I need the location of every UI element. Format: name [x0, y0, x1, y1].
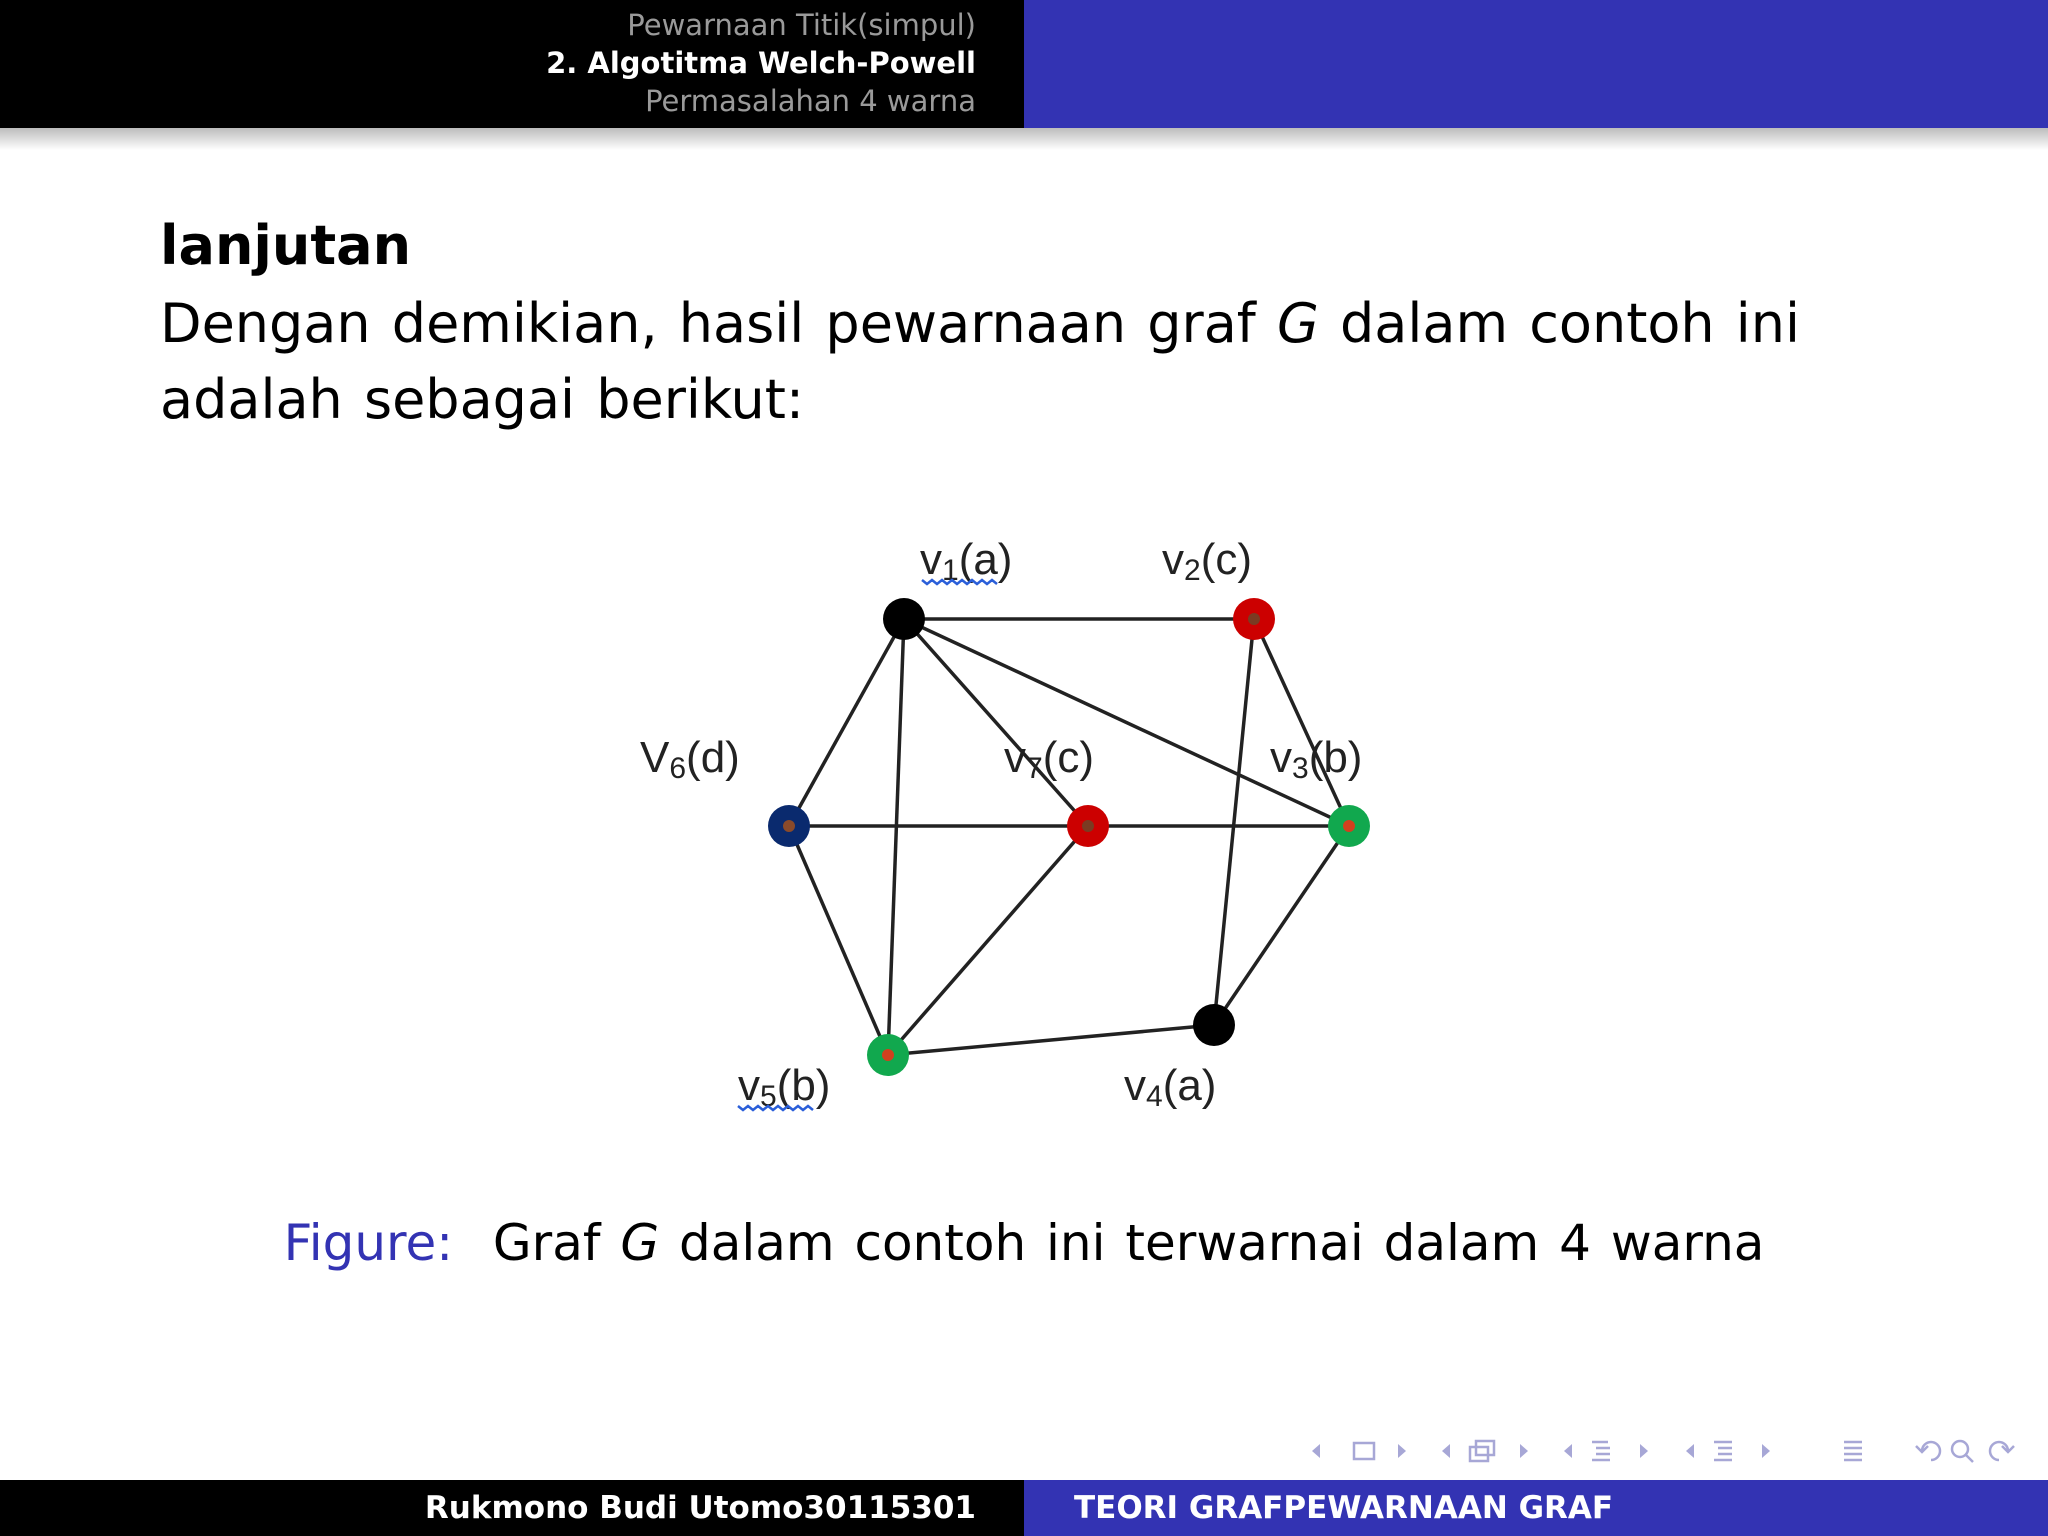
nav-section-controls[interactable]	[1564, 1442, 1648, 1460]
nav-prev-section-icon	[1564, 1444, 1572, 1458]
header-section-1[interactable]: Pewarnaan Titik(simpul)	[627, 8, 976, 42]
edge-v6-v5	[789, 826, 888, 1055]
edge-v2-v4	[1214, 619, 1254, 1025]
vertex-v3-center	[1343, 820, 1355, 832]
caption-text-var: G	[620, 1214, 660, 1272]
header-section-3[interactable]: Permasalahan 4 warna	[645, 84, 976, 118]
edge-v1-v6	[789, 619, 904, 826]
vertex-label-v1: v1(a)	[920, 535, 1013, 587]
caption-text-part1: Graf	[492, 1214, 621, 1272]
nav-next-subsection-icon	[1520, 1444, 1528, 1458]
nav-next-frame-icon	[1398, 1444, 1406, 1458]
vertex-label-v7: v7(c)	[1004, 733, 1094, 785]
caption-label: Figure:	[283, 1214, 454, 1272]
graph-vertices	[768, 598, 1370, 1076]
vertex-v7-center	[1082, 820, 1094, 832]
nav-prev-document-icon	[1686, 1444, 1694, 1458]
body-text-var: G	[1276, 292, 1319, 355]
footer-author: Rukmono Budi Utomo30115301	[0, 1480, 1024, 1536]
edge-v1-v3	[904, 619, 1349, 826]
nav-frame-controls[interactable]	[1312, 1443, 1406, 1459]
vertex-v5-center	[882, 1049, 894, 1061]
nav-search-icon	[1952, 1441, 1968, 1457]
caption-text-part2: dalam contoh ini terwarnai dalam 4 warna	[659, 1214, 1765, 1272]
nav-search-controls[interactable]	[1916, 1441, 2014, 1462]
nav-next-document-icon	[1762, 1444, 1770, 1458]
edge-v7-v5	[888, 826, 1088, 1055]
nav-frame-icon	[1354, 1443, 1374, 1459]
header-section-2-current[interactable]: 2. Algotitma Welch-Powell	[546, 46, 976, 80]
figure-caption	[0, 1214, 2048, 1272]
graph-edges	[789, 619, 1349, 1055]
footer-title: TEORI GRAFPEWARNAAN GRAF	[1024, 1480, 2048, 1536]
body-text-part1: Dengan demikian, hasil pewarnaan graf	[160, 292, 1277, 355]
nav-prev-frame-icon	[1312, 1444, 1320, 1458]
edge-v3-v4	[1214, 826, 1349, 1025]
vertex-label-v5: v5(b)	[738, 1061, 831, 1113]
vertex-v4	[1193, 1004, 1235, 1046]
edge-v5-v4	[888, 1025, 1214, 1055]
vertex-label-v6: V6(d)	[640, 733, 740, 785]
beamer-navigation	[1300, 1430, 2040, 1470]
vertex-label-v3: v3(b)	[1270, 733, 1363, 785]
edge-v2-v3	[1254, 619, 1349, 826]
vertex-label-v2: v2(c)	[1162, 535, 1252, 587]
nav-forward-icon	[1990, 1442, 2014, 1460]
nav-back-icon	[1916, 1442, 1940, 1460]
nav-next-section-icon	[1640, 1444, 1648, 1458]
nav-section-icon	[1592, 1442, 1610, 1460]
body-text-part2: dalam contoh ini adalah sebagai berikut:	[160, 292, 1801, 431]
edge-v1-v7	[904, 619, 1088, 826]
vertex-v2-center	[1248, 613, 1260, 625]
frame-title: lanjutan	[160, 214, 412, 277]
nav-document-controls[interactable]	[1686, 1442, 1770, 1460]
vertex-v6-center	[783, 820, 795, 832]
vertex-v1	[883, 598, 925, 640]
nav-document-icon	[1714, 1442, 1732, 1460]
vertex-label-v4: v4(a)	[1124, 1061, 1217, 1113]
nav-subsection-controls[interactable]	[1442, 1441, 1528, 1461]
edge-v1-v5	[888, 619, 904, 1055]
nav-prev-subsection-icon	[1442, 1444, 1450, 1458]
nav-appendix-icon[interactable]	[1844, 1442, 1862, 1460]
